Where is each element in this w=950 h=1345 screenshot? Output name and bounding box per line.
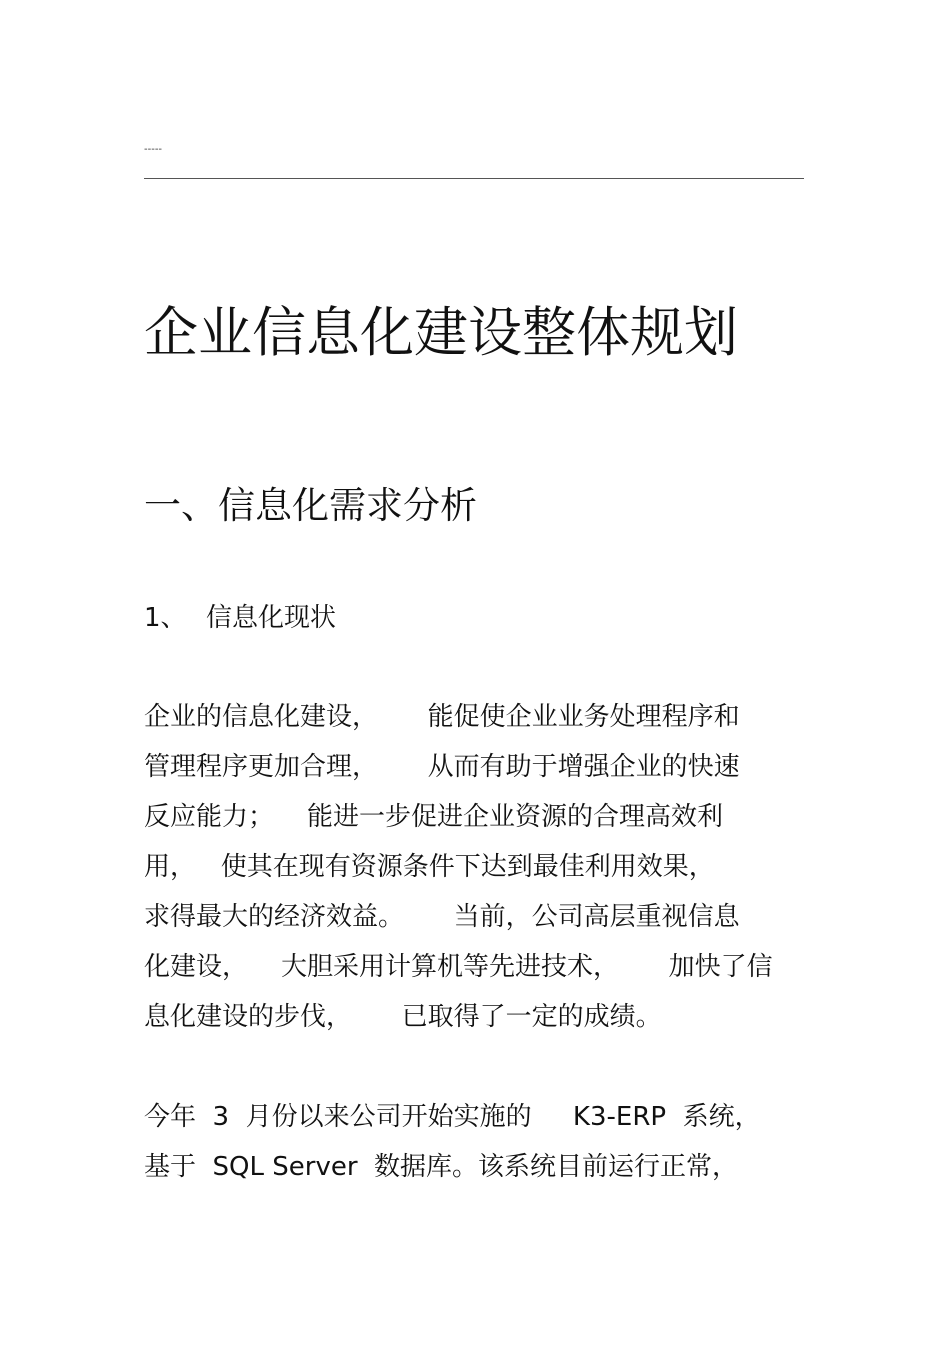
subsection-number: 1、	[144, 603, 187, 633]
header-mark: -----	[144, 144, 163, 155]
subsection-heading	[144, 600, 336, 636]
paragraph-line: 基于 SQL Server 数据库。该系统目前运行正常，	[144, 1152, 739, 1182]
document-title: 企业信息化建设整体规划	[144, 301, 738, 364]
paragraph-erp-system	[144, 1092, 814, 1192]
section-heading: 一、信息化需求分析	[144, 484, 477, 527]
paragraph-current-status	[144, 692, 814, 1042]
paragraph-line: 化建设， 大胆采用计算机等先进技术， 加快了信	[144, 952, 773, 982]
paragraph-line: 用， 使其在现有资源条件下达到最佳利用效果，	[144, 852, 715, 882]
paragraph-line: 今年 3 月份以来公司开始实施的 K3-ERP 系统，	[144, 1102, 761, 1132]
paragraph-line: 息化建设的步伐， 已取得了一定的成绩。	[144, 1002, 662, 1032]
subsection-label: 信息化现状	[206, 603, 337, 633]
paragraph-line: 反应能力； 能进一步促进企业资源的合理高效利	[144, 802, 724, 832]
paragraph-line: 管理程序更加合理， 从而有助于增强企业的快速	[144, 752, 740, 782]
paragraph-line: 企业的信息化建设， 能促使企业业务处理程序和	[144, 702, 740, 732]
paragraph-line: 求得最大的经济效益。 当前，公司高层重视信息	[144, 902, 740, 932]
header-divider	[144, 178, 804, 179]
